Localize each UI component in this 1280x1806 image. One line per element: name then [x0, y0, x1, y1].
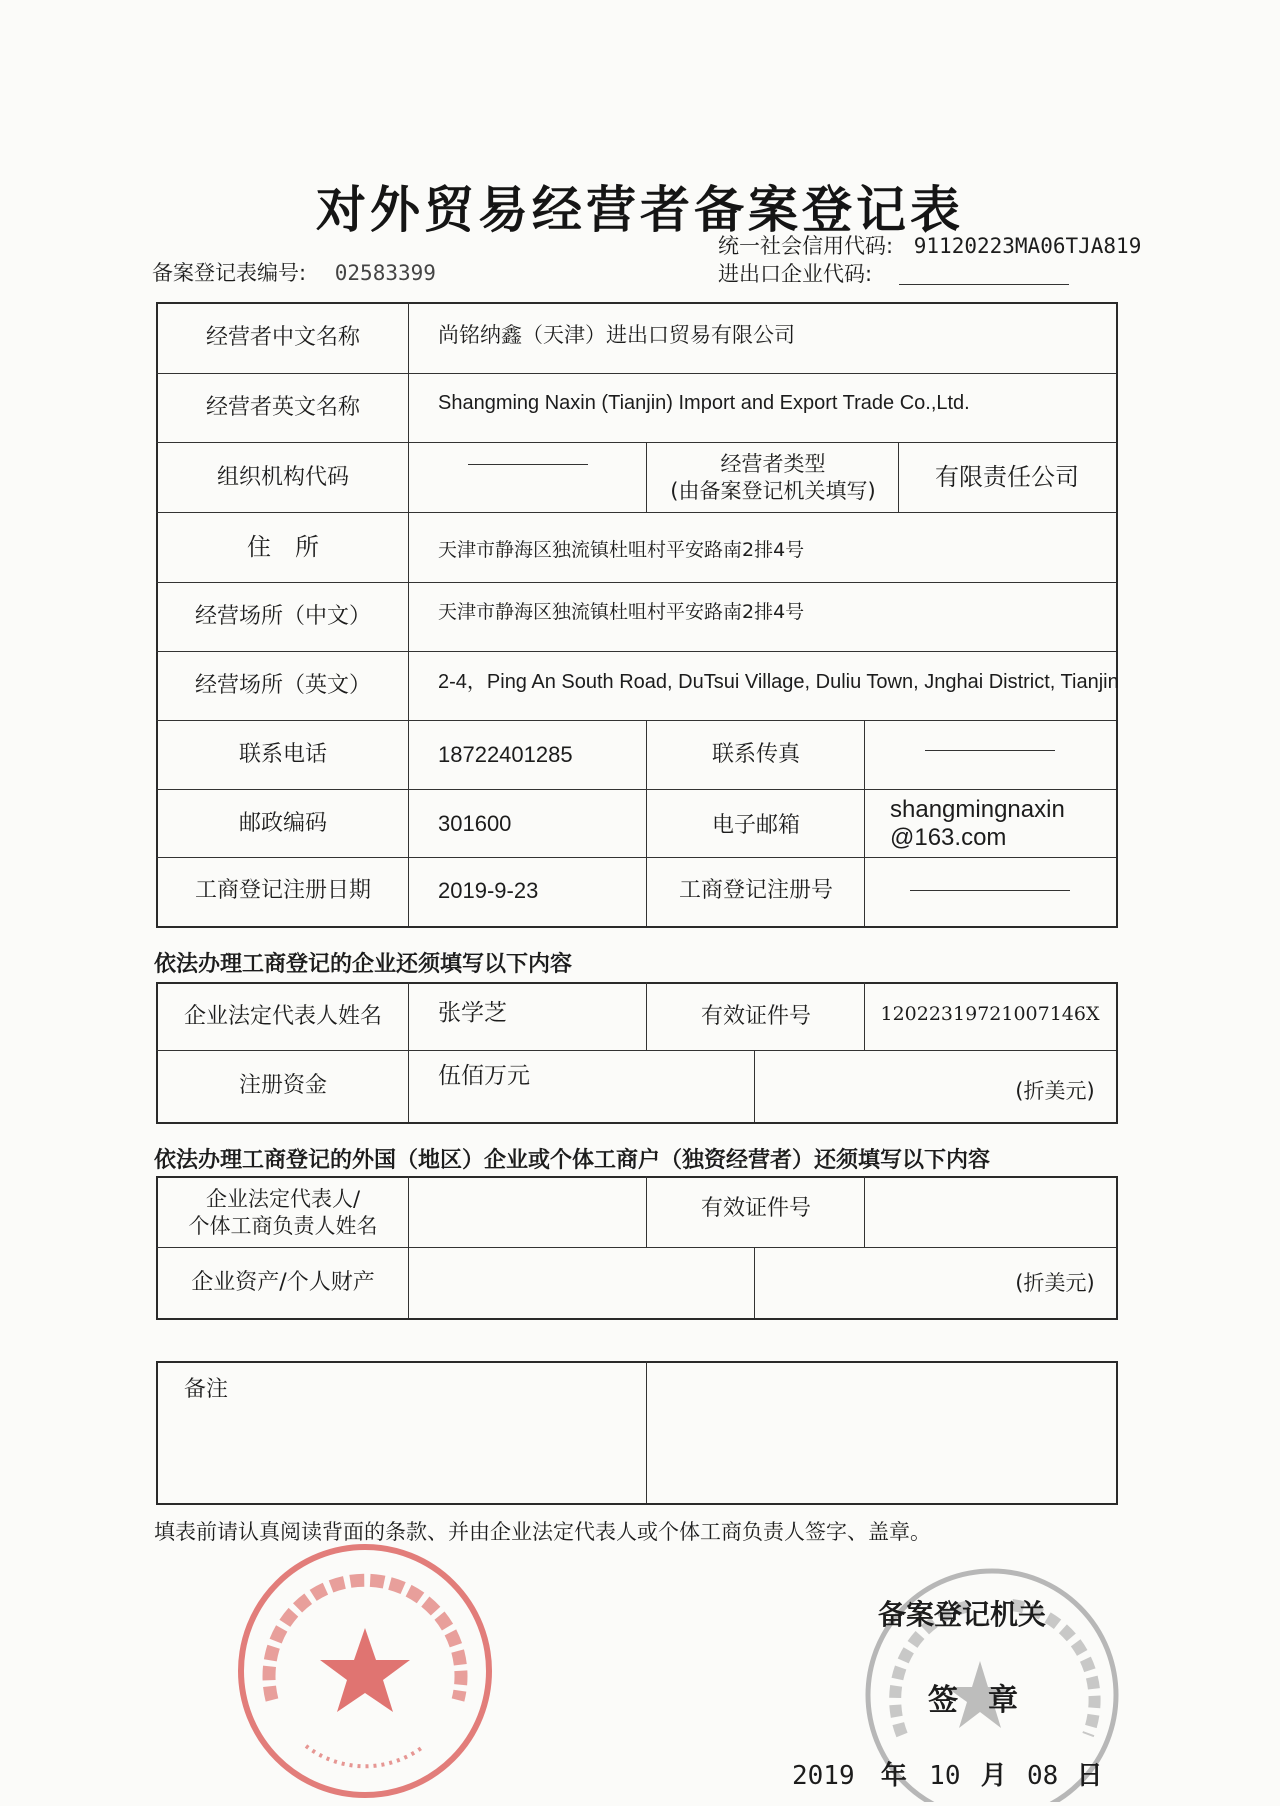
site-en-value: 2-4，Ping An South Road, DuTsui Village, Duliu Town, Jnghai District, Tianjin [438, 671, 1119, 693]
fax-label: 联系传真 [711, 742, 800, 768]
usd-label-1: (折美元) [1015, 1079, 1095, 1104]
org-code-blank [410, 444, 646, 484]
day-char: 日 [1076, 1761, 1103, 1791]
legal-rep-value: 张学芝 [438, 1000, 507, 1027]
id-value: 12022319721007146X [880, 1002, 1100, 1025]
ie-code [718, 258, 1069, 288]
date-day: 08 [1027, 1761, 1059, 1791]
page-title: 对外贸易经营者备案登记表 [316, 181, 964, 239]
section2-heading: 依法办理工商登记的外国（地区）企业或个体工商户（独资经营者）还须填写以下内容 [154, 1148, 991, 1173]
date-year: 2019 [792, 1761, 855, 1791]
phone-value: 18722401285 [438, 742, 573, 768]
section1-heading: 依法办理工商登记的企业还须填写以下内容 [154, 952, 573, 977]
instruction-text: 填表前请认真阅读背面的条款、并由企业法定代表人或个体工商负责人签字、盖章。 [154, 1520, 931, 1544]
foreign-id-label: 有效证件号 [700, 1195, 811, 1221]
form-no-label: 备案登记表编号: [152, 261, 307, 285]
legal-rep-label: 企业法定代表人姓名 [183, 1003, 382, 1029]
type-label-line2: (由备案登记机关填写) [670, 479, 876, 503]
company-seal-stamp [234, 1540, 496, 1802]
reg-date-value: 2019-9-23 [438, 878, 539, 904]
email-label: 电子邮箱 [711, 812, 800, 838]
cn-name-value: 尚铭纳鑫（天津）进出口贸易有限公司 [438, 323, 795, 348]
postcode-value: 301600 [438, 810, 512, 836]
form-number [152, 257, 436, 287]
form-no-value: 02583399 [334, 261, 436, 285]
ie-code-label: 进出口企业代码: [718, 262, 873, 286]
site-en-label: 经营场所（英文） [194, 673, 371, 699]
reg-no-blank [866, 859, 1114, 921]
reg-no-label: 工商登记注册号 [678, 878, 833, 904]
assets-label: 企业资产/个人财产 [191, 1270, 375, 1296]
en-name-label: 经营者英文名称 [205, 395, 360, 421]
authority-label: 备案登记机关 [878, 1598, 1047, 1631]
issue-date [792, 1755, 1103, 1792]
org-code-label: 组织机构代码 [216, 464, 349, 490]
site-cn-value: 天津市静海区独流镇杜咀村平安路南2排4号 [438, 600, 805, 623]
site-cn-label: 经营场所（中文） [194, 604, 371, 630]
remarks-box [156, 1361, 1118, 1505]
capital-label: 注册资金 [238, 1072, 327, 1098]
address-value: 天津市静海区独流镇杜咀村平安路南2排4号 [438, 538, 805, 561]
operator-type-label [648, 446, 898, 510]
type-label-line1: 经营者类型 [720, 451, 826, 476]
credit-code-label: 统一社会信用代码: [718, 234, 894, 258]
reg-date-label: 工商登记注册日期 [194, 878, 371, 904]
credit-code-value: 91120223MA06TJA819 [913, 234, 1142, 258]
date-month: 10 [929, 1761, 961, 1791]
sign-label: 签 章 [928, 1683, 1018, 1718]
id-label: 有效证件号 [700, 1003, 811, 1029]
month-char: 月 [980, 1761, 1007, 1791]
email-value-line1: shangmingnaxin [890, 796, 1065, 824]
address-label: 住 所 [247, 533, 319, 562]
cn-name-label: 经营者中文名称 [205, 325, 360, 351]
capital-value: 伍佰万元 [438, 1063, 530, 1090]
postcode-label: 邮政编码 [238, 810, 327, 836]
company-seal-icon [234, 1540, 496, 1802]
remarks-label: 备注 [184, 1377, 229, 1402]
foreign-rep-label-line2: 个体工商负责人姓名 [188, 1213, 378, 1238]
foreign-rep-label [158, 1178, 408, 1247]
year-char: 年 [880, 1761, 907, 1791]
en-name-value: Shangming Naxin (Tianjin) Import and Export Trade Co.,Ltd. [438, 392, 970, 414]
phone-label: 联系电话 [238, 742, 327, 768]
email-value-line2: @163.com [890, 824, 1007, 851]
usd-label-2: (折美元) [1015, 1271, 1095, 1296]
operator-type-value: 有限责任公司 [935, 463, 1079, 492]
foreign-rep-label-line1: 企业法定代表人/ [205, 1187, 361, 1212]
fax-blank [866, 722, 1114, 778]
credit-code [718, 230, 1141, 260]
ie-code-blank [899, 266, 1069, 285]
email-value [886, 791, 1114, 857]
